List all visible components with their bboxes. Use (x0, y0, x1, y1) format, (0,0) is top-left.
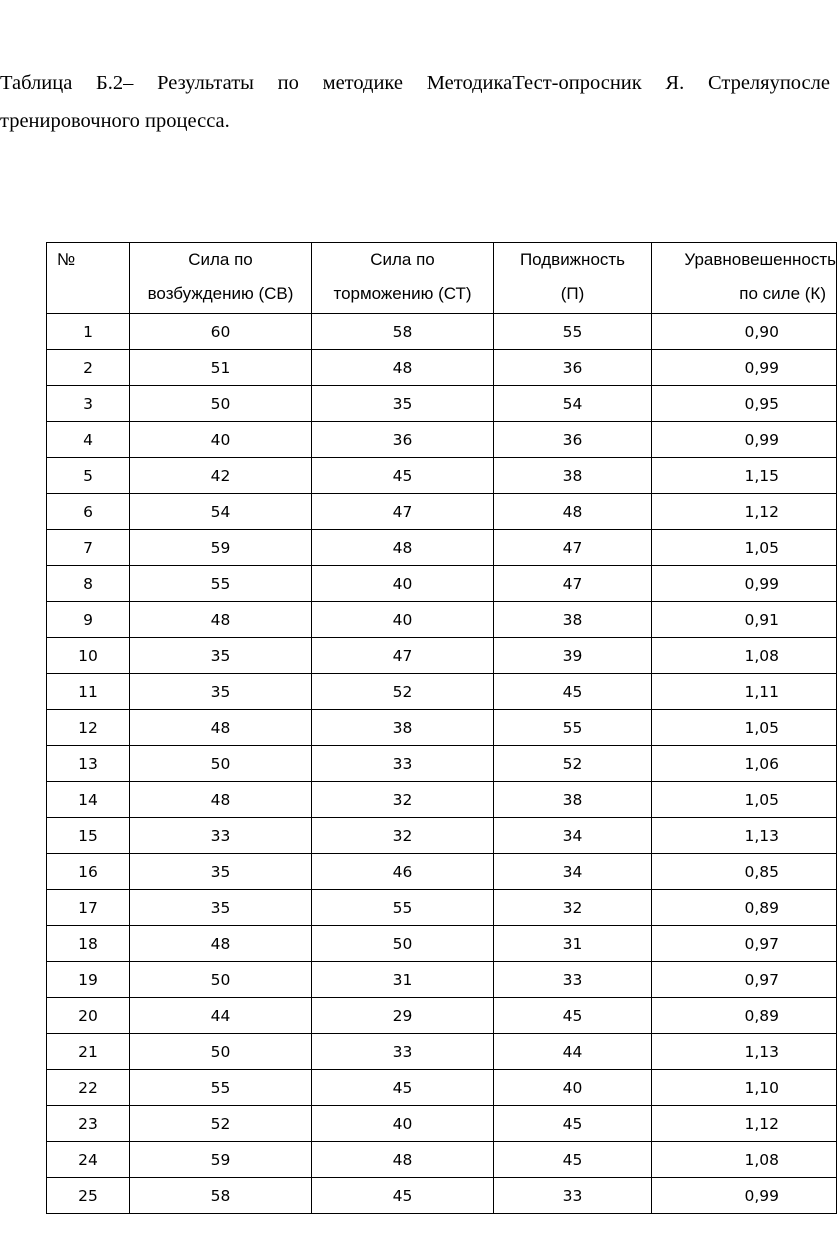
header-excitation-line-1: Сила по (188, 250, 253, 269)
header-balance-line-1-text: Уравновешенность (684, 250, 836, 269)
row-number-cell: 18 (47, 926, 130, 962)
header-excitation-line-2: возбуждению (СВ) (147, 284, 294, 303)
inhibition-cell: 36 (312, 422, 494, 458)
balance-cell: 0,90 (652, 314, 837, 350)
balance-cell: 0,91 (652, 602, 837, 638)
excitation-cell: 50 (130, 1034, 312, 1070)
excitation-cell: 59 (130, 530, 312, 566)
excitation-cell: 55 (130, 566, 312, 602)
mobility-cell: 45 (494, 1142, 652, 1178)
mobility-cell: 38 (494, 458, 652, 494)
balance-cell: 0,89 (652, 998, 837, 1034)
balance-cell: 1,10 (652, 1070, 837, 1106)
balance-cell: 1,12 (652, 494, 837, 530)
balance-cell: 0,89 (652, 890, 837, 926)
row-number-cell: 4 (47, 422, 130, 458)
table-row (47, 674, 837, 710)
excitation-cell: 35 (130, 854, 312, 890)
inhibition-cell: 33 (312, 1034, 494, 1070)
balance-cell: 0,99 (652, 350, 837, 386)
mobility-cell: 45 (494, 674, 652, 710)
balance-cell: 1,05 (652, 782, 837, 818)
header-mobility-line-1: Подвижность (519, 250, 626, 269)
table-row (47, 422, 837, 458)
header-balance-line-2-text: по силе (К) (739, 284, 826, 303)
inhibition-cell: 38 (312, 710, 494, 746)
balance-cell: 0,99 (652, 566, 837, 602)
row-number-cell: 15 (47, 818, 130, 854)
inhibition-cell: 50 (312, 926, 494, 962)
table-row (47, 854, 837, 890)
excitation-cell: 48 (130, 782, 312, 818)
table-row (47, 818, 837, 854)
row-number-cell: 11 (47, 674, 130, 710)
excitation-cell: 48 (130, 602, 312, 638)
table-row (47, 962, 837, 998)
mobility-cell: 48 (494, 494, 652, 530)
table-caption (0, 64, 830, 140)
table-row (47, 602, 837, 638)
table-row (47, 782, 837, 818)
row-number-cell: 16 (47, 854, 130, 890)
row-number-cell: 19 (47, 962, 130, 998)
mobility-cell: 34 (494, 854, 652, 890)
excitation-cell: 35 (130, 638, 312, 674)
excitation-cell: 50 (130, 962, 312, 998)
mobility-cell: 45 (494, 1106, 652, 1142)
header-mobility-line-2: (П) (560, 284, 585, 303)
mobility-cell: 47 (494, 566, 652, 602)
inhibition-cell: 52 (312, 674, 494, 710)
header-balance (652, 243, 837, 314)
inhibition-cell: 47 (312, 638, 494, 674)
balance-cell: 1,15 (652, 458, 837, 494)
row-number-cell: 5 (47, 458, 130, 494)
inhibition-cell: 40 (312, 602, 494, 638)
table-row (47, 998, 837, 1034)
balance-cell: 1,08 (652, 638, 837, 674)
row-number-cell: 2 (47, 350, 130, 386)
inhibition-cell: 58 (312, 314, 494, 350)
inhibition-cell: 45 (312, 1178, 494, 1214)
mobility-cell: 47 (494, 530, 652, 566)
balance-cell: 0,99 (652, 422, 837, 458)
balance-cell: 0,95 (652, 386, 837, 422)
inhibition-cell: 48 (312, 350, 494, 386)
mobility-cell: 52 (494, 746, 652, 782)
balance-cell: 1,13 (652, 1034, 837, 1070)
inhibition-cell: 46 (312, 854, 494, 890)
inhibition-cell: 33 (312, 746, 494, 782)
header-row (47, 243, 837, 314)
caption-line-2: тренировочного процесса. (0, 110, 230, 132)
table-header (47, 243, 837, 314)
inhibition-cell: 31 (312, 962, 494, 998)
excitation-cell: 52 (130, 1106, 312, 1142)
excitation-cell: 42 (130, 458, 312, 494)
inhibition-cell: 45 (312, 1070, 494, 1106)
table-row (47, 314, 837, 350)
mobility-cell: 40 (494, 1070, 652, 1106)
mobility-cell: 36 (494, 350, 652, 386)
header-inhibition-line-1: Сила по (370, 250, 435, 269)
mobility-cell: 44 (494, 1034, 652, 1070)
inhibition-cell: 47 (312, 494, 494, 530)
table-row (47, 350, 837, 386)
excitation-cell: 44 (130, 998, 312, 1034)
table-row (47, 566, 837, 602)
excitation-cell: 55 (130, 1070, 312, 1106)
excitation-cell: 58 (130, 1178, 312, 1214)
row-number-cell: 22 (47, 1070, 130, 1106)
row-number-cell: 10 (47, 638, 130, 674)
table-row (47, 710, 837, 746)
mobility-cell: 38 (494, 782, 652, 818)
table-row (47, 1178, 837, 1214)
mobility-cell: 38 (494, 602, 652, 638)
balance-cell: 1,12 (652, 1106, 837, 1142)
mobility-cell: 54 (494, 386, 652, 422)
mobility-cell: 33 (494, 962, 652, 998)
header-number-line-1: № (57, 250, 76, 269)
inhibition-cell: 35 (312, 386, 494, 422)
balance-cell: 0,99 (652, 1178, 837, 1214)
balance-cell: 1,08 (652, 1142, 837, 1178)
inhibition-cell: 32 (312, 818, 494, 854)
table-row (47, 638, 837, 674)
balance-cell: 0,97 (652, 926, 837, 962)
excitation-cell: 48 (130, 926, 312, 962)
mobility-cell: 45 (494, 998, 652, 1034)
excitation-cell: 35 (130, 890, 312, 926)
row-number-cell: 12 (47, 710, 130, 746)
excitation-cell: 59 (130, 1142, 312, 1178)
row-number-cell: 13 (47, 746, 130, 782)
row-number-cell: 25 (47, 1178, 130, 1214)
balance-cell: 1,05 (652, 530, 837, 566)
header-inhibition-line-2: торможению (СТ) (333, 284, 472, 303)
header-balance-line-2 (652, 277, 836, 311)
excitation-cell: 54 (130, 494, 312, 530)
balance-cell: 1,13 (652, 818, 837, 854)
table-row (47, 458, 837, 494)
row-number-cell: 24 (47, 1142, 130, 1178)
mobility-cell: 34 (494, 818, 652, 854)
row-number-cell: 9 (47, 602, 130, 638)
inhibition-cell: 40 (312, 1106, 494, 1142)
table-row (47, 494, 837, 530)
header-mobility (494, 243, 652, 314)
row-number-cell: 8 (47, 566, 130, 602)
row-number-cell: 21 (47, 1034, 130, 1070)
row-number-cell: 3 (47, 386, 130, 422)
table-row (47, 746, 837, 782)
header-balance-line-1 (652, 243, 836, 277)
balance-cell: 1,11 (652, 674, 837, 710)
row-number-cell: 17 (47, 890, 130, 926)
table-row (47, 530, 837, 566)
row-number-cell: 23 (47, 1106, 130, 1142)
row-number-cell: 14 (47, 782, 130, 818)
row-number-cell: 1 (47, 314, 130, 350)
mobility-cell: 39 (494, 638, 652, 674)
excitation-cell: 35 (130, 674, 312, 710)
table-row (47, 890, 837, 926)
inhibition-cell: 40 (312, 566, 494, 602)
results-table (46, 242, 837, 1214)
mobility-cell: 33 (494, 1178, 652, 1214)
excitation-cell: 60 (130, 314, 312, 350)
mobility-cell: 55 (494, 710, 652, 746)
inhibition-cell: 55 (312, 890, 494, 926)
excitation-cell: 33 (130, 818, 312, 854)
row-number-cell: 20 (47, 998, 130, 1034)
table-row (47, 386, 837, 422)
inhibition-cell: 48 (312, 1142, 494, 1178)
excitation-cell: 51 (130, 350, 312, 386)
header-number (47, 243, 130, 314)
balance-cell: 0,85 (652, 854, 837, 890)
balance-cell: 0,97 (652, 962, 837, 998)
table-row (47, 1034, 837, 1070)
header-inhibition-strength (312, 243, 494, 314)
mobility-cell: 55 (494, 314, 652, 350)
caption-line-1: Таблица Б.2– Результаты по методике МетодикаТест-опросник Я. Стреляупосле (0, 72, 830, 94)
excitation-cell: 40 (130, 422, 312, 458)
table-row (47, 1070, 837, 1106)
inhibition-cell: 29 (312, 998, 494, 1034)
excitation-cell: 50 (130, 386, 312, 422)
mobility-cell: 36 (494, 422, 652, 458)
inhibition-cell: 48 (312, 530, 494, 566)
inhibition-cell: 32 (312, 782, 494, 818)
table-row (47, 1106, 837, 1142)
table-row (47, 1142, 837, 1178)
excitation-cell: 50 (130, 746, 312, 782)
table-body (47, 314, 837, 1214)
table-row (47, 926, 837, 962)
excitation-cell: 48 (130, 710, 312, 746)
mobility-cell: 32 (494, 890, 652, 926)
row-number-cell: 6 (47, 494, 130, 530)
inhibition-cell: 45 (312, 458, 494, 494)
row-number-cell: 7 (47, 530, 130, 566)
balance-cell: 1,05 (652, 710, 837, 746)
header-excitation-strength (130, 243, 312, 314)
mobility-cell: 31 (494, 926, 652, 962)
balance-cell: 1,06 (652, 746, 837, 782)
